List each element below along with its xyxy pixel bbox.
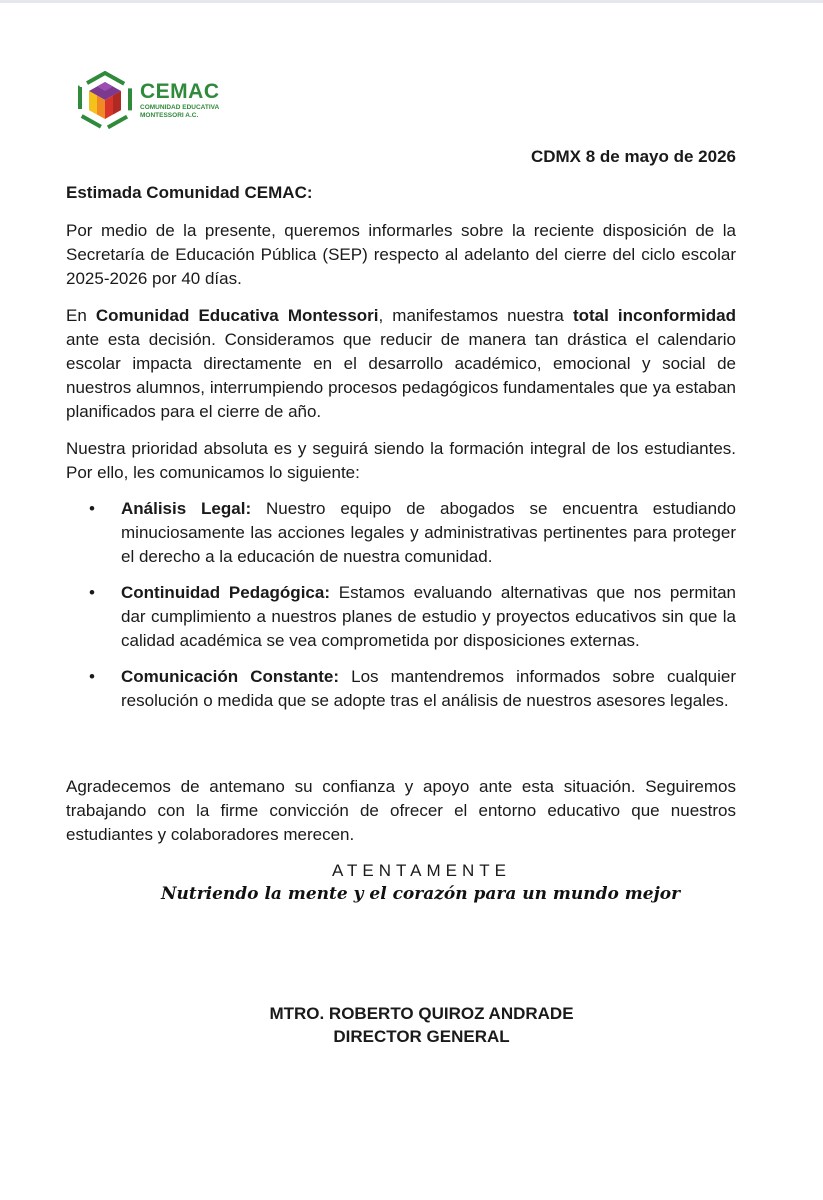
p2-bold-inconformity: total inconformidad	[572, 306, 736, 325]
page-top-border	[0, 0, 823, 3]
signer-title: DIRECTOR GENERAL	[333, 1027, 510, 1046]
paragraph-thanks: Agradecemos de antemano su confianza y apoyo ante esta situación. Seguiremos trabajando con la firme convicción de ofrecer el entorno educativo que nuestros estudiantes y colaboradores merecen.	[66, 777, 736, 844]
paragraph-intro: Por medio de la presente, queremos informarles sobre la reciente disposición de la Secretaría de Educación Pública (SEP) respecto al adelanto del cierre del ciclo escolar 2025-2026 por 40 días.	[66, 221, 736, 288]
cemac-logo	[74, 70, 224, 134]
list-item-legal	[66, 497, 736, 569]
motto-script: Nutriendo la mente y el corazón para un mundo mejor	[160, 884, 681, 904]
list-item-title: Continuidad Pedagógica:	[121, 583, 330, 602]
list-item-pedagogical	[66, 581, 736, 653]
logo-subtitle-line2: MONTESSORI A.C.	[140, 111, 199, 119]
action-list	[66, 497, 736, 725]
list-item-text: Nuestro equipo de abogados se encuentra estudiando minuciosamente las acciones legales y administrativas pertinentes para proteger el derecho a la educación de nuestra comunidad.	[121, 499, 736, 566]
cemac-cube-icon	[74, 70, 136, 132]
closing-atentamente: ATENTAMENTE	[331, 861, 512, 880]
list-item-title: Análisis Legal:	[121, 499, 252, 518]
signer-name: MTRO. ROBERTO QUIROZ ANDRADE	[269, 1004, 574, 1023]
logo-subtitle	[140, 104, 226, 119]
paragraph-position	[66, 304, 736, 424]
list-item-communication	[66, 665, 736, 713]
signature-block	[0, 1002, 823, 1048]
p2-bold-org: Comunidad Educativa Montessori	[95, 306, 379, 325]
p2-text-2: , manifestamos nuestra	[378, 306, 573, 325]
greeting: Estimada Comunidad CEMAC:	[66, 183, 313, 202]
letter-date: CDMX 8 de mayo de 2026	[530, 147, 736, 166]
paragraph-priority: Nuestra prioridad absoluta es y seguirá siendo la formación integral de los estudiantes. Por ello, les comunicamos lo siguiente:	[66, 439, 736, 482]
p2-text-1: En	[66, 306, 96, 325]
p2-text-3: ante esta decisión. Consideramos que reducir de manera tan drástica el calendario escolar impacta directamente en el desarrollo académico, emocional y social de nuestros alumnos, interrumpiendo procesos pedagógicos fundamentales que ya estaban planificados para el cierre de año.	[66, 330, 736, 421]
list-item-title: Comunicación Constante:	[121, 667, 340, 686]
list-item-text: Los mantendremos informados sobre cualquier resolución o medida que se adopte tras el análisis de nuestros asesores legales.	[121, 667, 736, 710]
logo-name: CEMAC	[140, 80, 220, 103]
list-item-text: Estamos evaluando alternativas que nos permitan dar cumplimiento a nuestros planes de estudio y proyectos educativos sin que la calidad académica se vea comprometida por disposiciones externas.	[121, 583, 736, 650]
logo-subtitle-line1: COMUNIDAD EDUCATIVA	[140, 104, 220, 111]
